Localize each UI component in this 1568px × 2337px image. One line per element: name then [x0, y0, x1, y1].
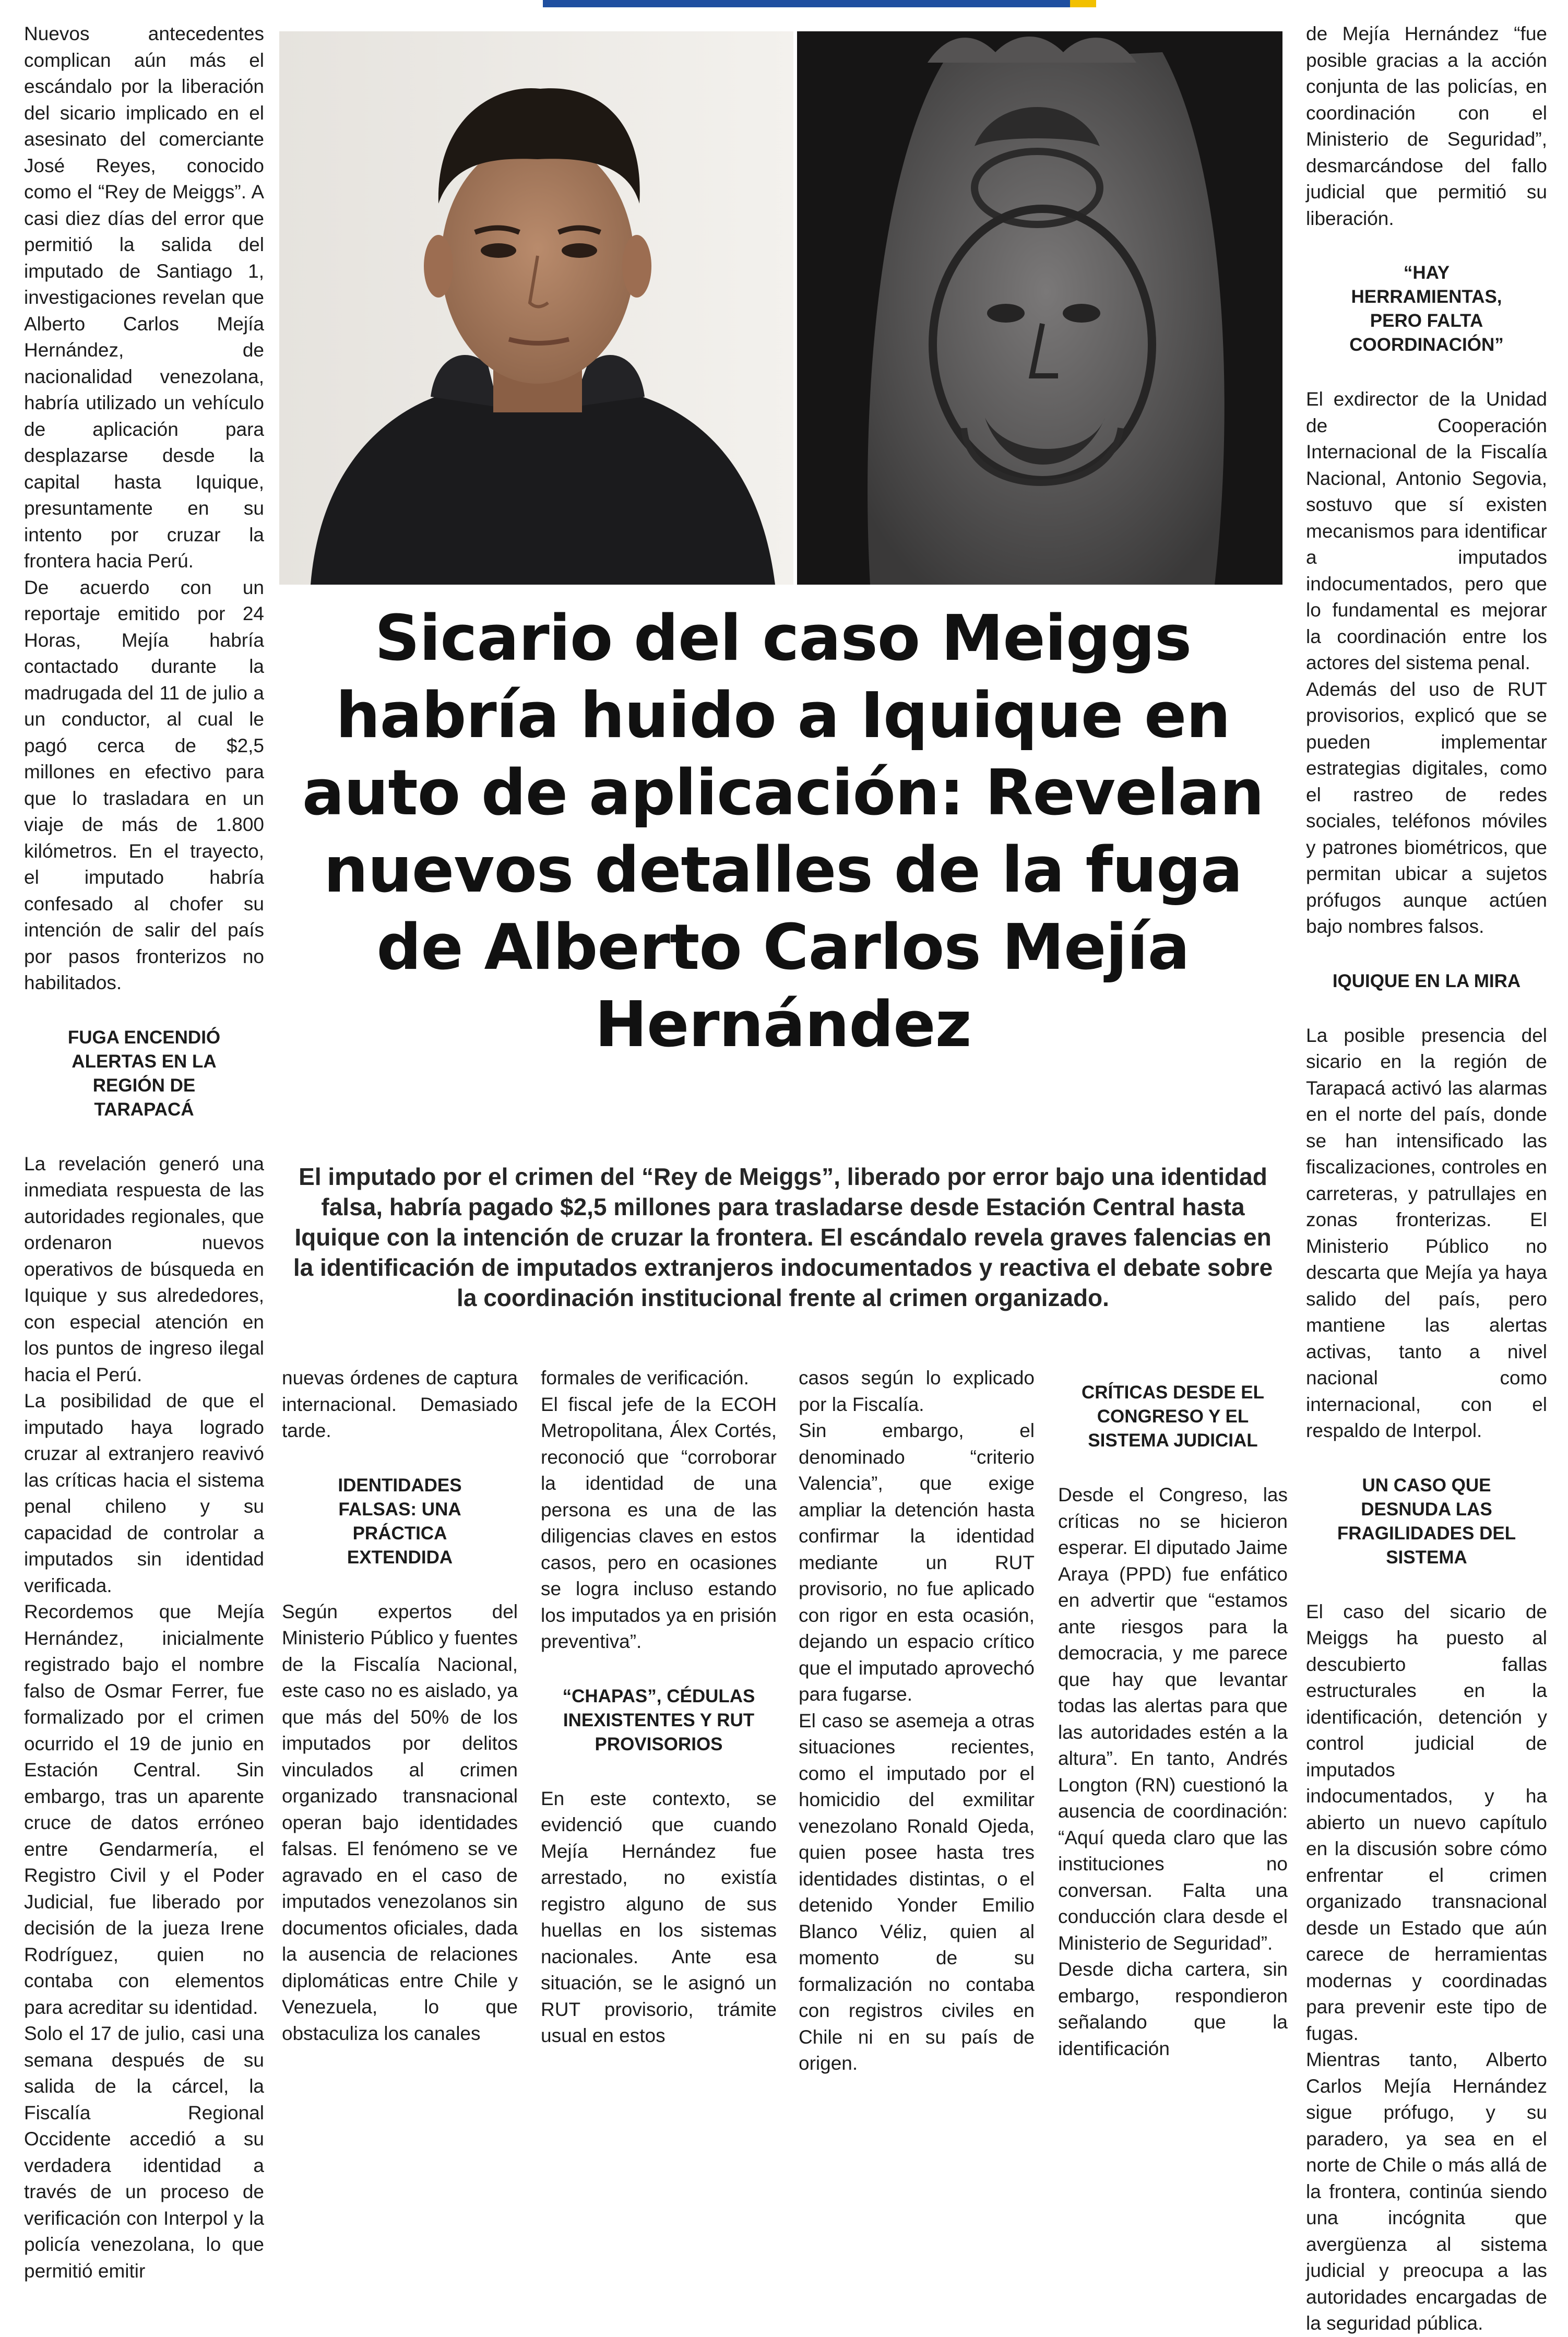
headline: Sicario del caso Meiggs habría huido a Iquique en auto de aplicación: Revelan nuevos detalles de la fuga de Alberto Carlos Mejía Hernández: [302, 602, 1264, 1061]
subheading-criticas: CRÍTICAS DESDE EL CONGRESO Y EL SISTEMA JUDICIAL: [1081, 1382, 1265, 1451]
paragraph: de Mejía Hernández “fue posible gracias a la acción conjunta de las policías, en coordinación con el Ministerio de Seguridad”, desmarcándose del fallo judicial que permitió su liberación.: [1306, 23, 1547, 229]
masthead-blue-band: [543, 0, 1070, 7]
paragraph: nuevas órdenes de captura internacional. Demasiado tarde.: [282, 1367, 518, 1441]
article-column-1: [24, 21, 264, 2284]
paragraph: Sin embargo, el denominado “criterio Valencia”, que exige ampliar la detención hasta confirmar la identidad mediante un RUT provisorio, no fue aplicado con rigor en esta ocasión, dejando un espacio crítico que el imputado aprovechó para fugarse.: [799, 1420, 1035, 1705]
article-column-4: [799, 1365, 1035, 2077]
paragraph: casos según lo explicado por la Fiscalía.: [799, 1367, 1035, 1415]
paragraph: El fiscal jefe de la ECOH Metropolitana, Álex Cortés, reconoció que “corroborar la identidad de una persona es una de las diligencias claves en estos casos, pero en ocasiones se logra incluso estando los imputados ya en prisión preventiva”.: [541, 1393, 777, 1652]
subheading-iquique: IQUIQUE EN LA MIRA: [1332, 970, 1521, 991]
paragraph: La posibilidad de que el imputado haya logrado cruzar al extranjero reavivó las críticas hacia el sistema penal chileno y su capacidad de controlar a imputados sin identidad verificada.: [24, 1390, 264, 1596]
paragraph: Nuevos antecedentes complican aún más el escándalo por la liberación del sicario implicado en el asesinato del comerciante José Reyes, conocido como el “Rey de Meiggs”. A casi diez días del error que permitió la salida del imputado de Santiago 1, investigaciones revelan que Alberto Carlos Mejía Hernández, de nacionalidad venezolana, habría utilizado un vehículo de aplicación para desplazarse desde la capital hasta Iquique, presuntamente en su intento por cruzar la frontera hacia Perú.: [24, 23, 264, 572]
tattoo-image: [797, 31, 1282, 585]
paragraph: La posible presencia del sicario en la región de Tarapacá activó las alarmas en el norte del país, donde se han intensificado las fiscalizaciones, controles en carreteras, y patrullajes en zonas fronterizas. El Ministerio Público no descarta que Mejía ya haya salido del país, pero mantiene las alertas activas, tanto a nivel nacional como internacional, con el respaldo de Interpol.: [1306, 1024, 1547, 1441]
paragraph: El exdirector de la Unidad de Cooperación Internacional de la Fiscalía Nacional, Antonio Segovia, sostuvo que sí existen mecanismos para identificar a imputados indocumentados, pero que lo fundamental es mejorar la coordinación entre los actores del sistema penal.: [1306, 388, 1547, 673]
subheading-herramientas: “HAY HERRAMIENTAS, PERO FALTA COORDINACIÓN”: [1349, 263, 1504, 355]
paragraph: formales de verificación.: [541, 1367, 749, 1389]
paragraph: Según expertos del Ministerio Público y fuentes de la Fiscalía Nacional, este caso no es aislado, ya que más del 50% de los imputados por delitos vinculados al crimen organizado transnacional operan bajo identidades falsas. El fenómeno se ve agravado en el caso de imputados venezolanos sin documentos oficiales, dada la ausencia de relaciones diplomáticas entre Chile y Venezuela, lo que obstaculiza los canales: [282, 1600, 518, 2044]
subheading-identidades: IDENTIDADES FALSAS: UNA PRÁCTICA EXTENDIDA: [338, 1475, 462, 1568]
mugshot-image: [279, 31, 793, 585]
article-column-5: [1058, 1365, 1288, 2062]
article-column-2: [282, 1365, 518, 2047]
lede: El imputado por el crimen del “Rey de Meiggs”, liberado por error bajo una identidad falsa, habría pagado $2,5 millones para trasladarse desde Estación Central hasta Iquique con la intención de cruzar la frontera. El escándalo revela graves falencias en la identificación de imputados extranjeros indocumentados y reactiva el debate sobre la coordinación institucional frente al crimen organizado.: [293, 1163, 1273, 1311]
paragraph: Solo el 17 de julio, casi una semana después de su salida de la cárcel, la Fiscalía Regional Occidente accedió a su verdadera identidad a través de un proceso de verificación con Interpol y la policía venezolana, lo que permitió emitir: [24, 2023, 264, 2282]
paragraph: Desde el Congreso, las críticas no se hicieron esperar. El diputado Jaime Araya (PPD) fue enfático en advertir que “estamos ante riesgos para la democracia, y me parece que hay que levantar todas las alertas para que las autoridades estén a la altura”. En tanto, Andrés Longton (RN) cuestionó la ausencia de coordinación: “Aquí queda claro que las instituciones no conversan. Falta una conducción clara desde el Ministerio de Seguridad”.: [1058, 1484, 1288, 1954]
masthead-strip: [0, 0, 1568, 11]
mugshot-photo: [279, 31, 793, 585]
subheading-chapas: “CHAPAS”, CÉDULAS INEXISTENTES Y RUT PROVISORIOS: [562, 1686, 755, 1754]
tattoo-photo: [797, 31, 1282, 585]
paragraph: La revelación generó una inmediata respuesta de las autoridades regionales, que ordenaron nuevos operativos de búsqueda en Iquique y sus alrededores, con especial atención en los puntos de ingreso ilegal hacia el Perú.: [24, 1153, 264, 1385]
masthead-gold-band: [1070, 0, 1096, 7]
paragraph: De acuerdo con un reportaje emitido por 24 Horas, Mejía habría contactado durante la madrugada del 11 de julio a un conductor, al cual le pagó cerca de $2,5 millones en efectivo para que lo trasladara en un viaje de más de 1.800 kilómetros. En el trayecto, el imputado habría confesado al chofer su intención de salir del país por pasos fronterizos no habilitados.: [24, 576, 264, 993]
paragraph: Además del uso de RUT provisorios, explicó que se pueden implementar estrategias digitales, como el rastreo de redes sociales, teléfonos móviles y patrones biométricos, que permitan ubicar a sujetos prófugos aunque actúen bajo nombres falsos.: [1306, 678, 1547, 937]
paragraph: Recordemos que Mejía Hernández, inicialmente registrado bajo el nombre falso de Osmar Ferrer, fue formalizado por el crimen ocurrido el 19 de junio en Estación Central. Sin embargo, tras un aparente cruce de datos erróneo entre Gendarmería, el Registro Civil y el Poder Judicial, fue liberado por decisión de la jueza Irene Rodríguez, quien no contaba con elementos para acreditar su identidad.: [24, 1601, 264, 2018]
article-column-6: [1306, 21, 1547, 2337]
subheading-fuga: FUGA ENCENDIÓ ALERTAS EN LA REGIÓN DE TARAPACÁ: [67, 1027, 221, 1120]
paragraph: Desde dicha cartera, sin embargo, respondieron señalando que la identificación: [1058, 1959, 1288, 2059]
paragraph: El caso del sicario de Meiggs ha puesto al descubierto fallas estructurales en la identificación, detención y control judicial de imputados indocumentados, y ha abierto un nuevo capítulo en la discusión sobre cómo enfrentar el crimen organizado transnacional desde un Estado que aún carece de herramientas modernas y coordinadas para prevenir este tipo de fugas.: [1306, 1600, 1547, 2044]
paragraph: Mientras tanto, Alberto Carlos Mejía Hernández sigue prófugo, y su paradero, ya sea en el norte de Chile o más allá de la frontera, continúa siendo una incógnita que avergüenza al sistema judicial y preocupa a las autoridades encargadas de la seguridad pública.: [1306, 2049, 1547, 2334]
article-column-3: [541, 1365, 777, 2049]
paragraph: El caso se asemeja a otras situaciones recientes, como el imputado por el homicidio del exmilitar venezolano Ronald Ojeda, quien posee hasta tres identidades distintas, o el detenido Yonder Emilio Blanco Véliz, quien al momento de su formalización no contaba con registros civiles en Chile ni en su país de origen.: [799, 1710, 1035, 2074]
paragraph: En este contexto, se evidenció que cuando Mejía Hernández fue arrestado, no existía registro alguno de sus huellas en los sistemas nacionales. Ante esa situación, se le asignó un RUT provisorio, trámite usual en estos: [541, 1787, 777, 2046]
subheading-fragilidades: UN CASO QUE DESNUDA LAS FRAGILIDADES DEL SISTEMA: [1337, 1475, 1516, 1568]
